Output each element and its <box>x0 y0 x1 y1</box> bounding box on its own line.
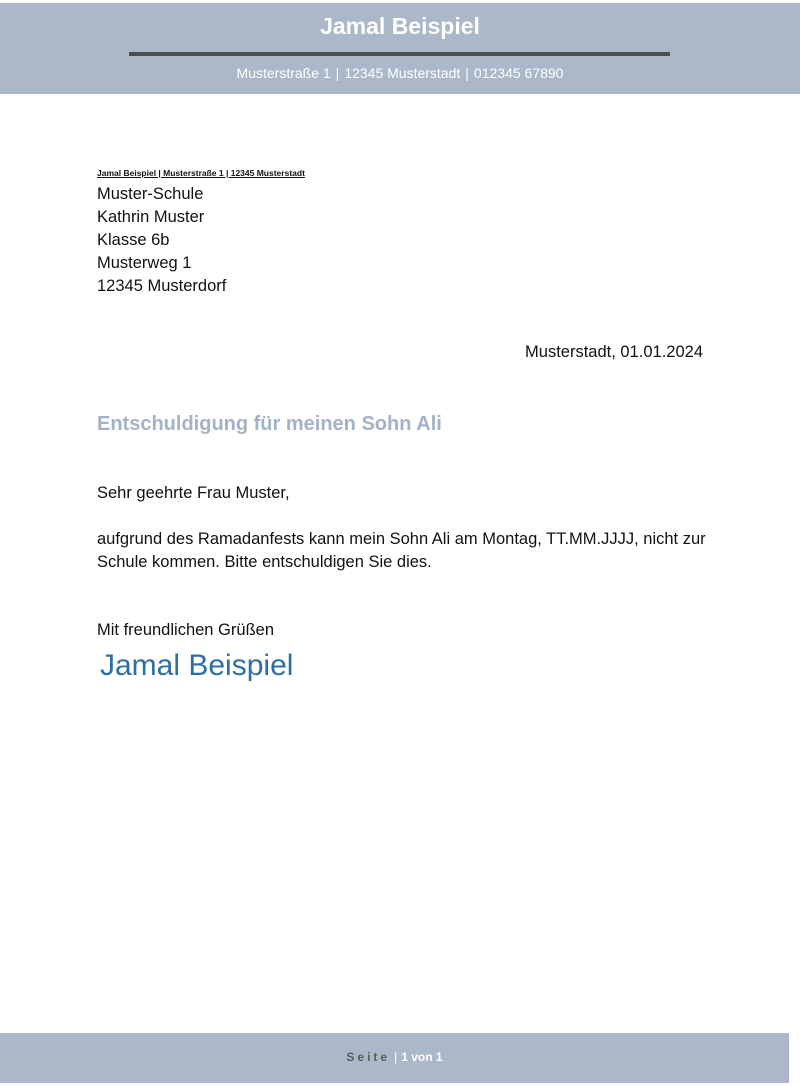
letter-body: aufgrund des Ramadanfests kann mein Sohn Ali am Montag, TT.MM.JJJJ, nicht zur Schule kommen. Bitte entschuldigen Sie dies. <box>97 530 706 571</box>
sender-return-address: Jamal Beispiel | Musterstraße 1 | 12345 Musterstadt <box>97 168 305 178</box>
signature: Jamal Beispiel <box>100 649 294 682</box>
letterhead-city: 12345 Musterstadt <box>344 65 461 81</box>
page-label: Seite <box>346 1050 391 1064</box>
letterhead-street: Musterstraße 1 <box>236 65 331 81</box>
letterhead-phone: 012345 67890 <box>473 65 564 81</box>
recipient-line: 12345 Musterdorf <box>97 277 227 295</box>
letterhead-divider <box>129 52 670 56</box>
letterhead-band <box>0 3 800 94</box>
letterhead-separator: | <box>335 65 340 81</box>
salutation: Sehr geehrte Frau Muster, <box>97 484 290 502</box>
recipient-line: Muster-Schule <box>97 185 204 203</box>
recipient-line: Musterweg 1 <box>97 254 192 272</box>
page-number: 1 von 1 <box>401 1050 443 1064</box>
letter-subject: Entschuldigung für meinen Sohn Ali <box>97 413 442 435</box>
closing-phrase: Mit freundlichen Grüßen <box>97 621 274 639</box>
recipient-address <box>97 183 226 298</box>
recipient-line: Kathrin Muster <box>97 208 205 226</box>
recipient-line: Klasse 6b <box>97 231 170 249</box>
place-date: Musterstadt, 01.01.2024 <box>525 343 703 361</box>
footer-separator: | <box>394 1050 398 1064</box>
footer-band <box>0 1033 789 1083</box>
page-indicator <box>0 1050 789 1064</box>
letterhead-contact <box>0 65 800 81</box>
letterhead-name: Jamal Beispiel <box>320 13 480 39</box>
letterhead-separator: | <box>465 65 469 81</box>
